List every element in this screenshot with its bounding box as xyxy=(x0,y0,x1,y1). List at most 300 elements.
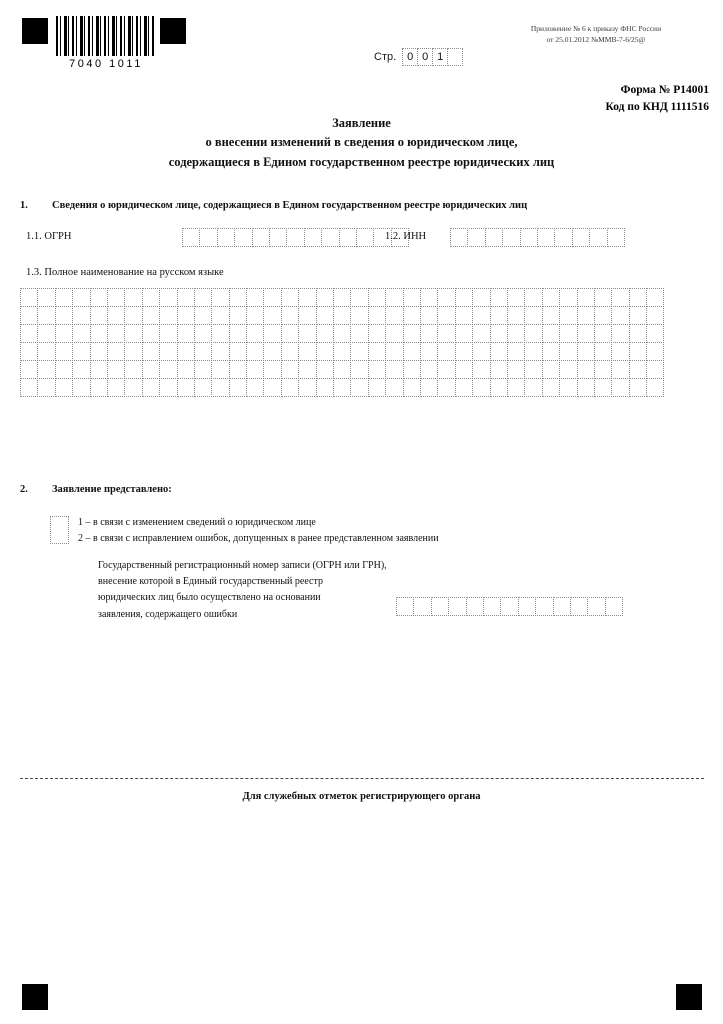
full-name-grid-cell[interactable] xyxy=(611,306,629,325)
full-name-grid-cell[interactable] xyxy=(246,324,264,343)
full-name-grid-cell[interactable] xyxy=(55,360,73,379)
full-name-grid-cell[interactable] xyxy=(368,324,386,343)
full-name-grid-cell[interactable] xyxy=(37,360,55,379)
input-cell[interactable] xyxy=(518,597,536,616)
full-name-grid-cell[interactable] xyxy=(455,378,473,397)
full-name-grid-cell[interactable] xyxy=(403,342,421,361)
full-name-grid-cell[interactable] xyxy=(20,306,38,325)
full-name-grid-cell[interactable] xyxy=(420,288,438,307)
full-name-grid-cell[interactable] xyxy=(316,378,334,397)
input-cell[interactable] xyxy=(589,228,607,247)
full-name-grid-cell[interactable] xyxy=(159,378,177,397)
input-cell[interactable] xyxy=(321,228,339,247)
full-name-grid-cell[interactable] xyxy=(629,288,647,307)
knd-code: Код по КНД 1111516 xyxy=(605,100,709,113)
official-section-title: Для служебных отметок регистрирующего органа xyxy=(242,791,481,802)
full-name-grid-cell[interactable] xyxy=(611,378,629,397)
barcode-digits: 7040 1011 xyxy=(69,58,143,70)
full-name-grid-cell[interactable] xyxy=(559,342,577,361)
full-name-grid-cell[interactable] xyxy=(577,324,595,343)
section-2-heading xyxy=(20,484,172,495)
full-name-grid-cell[interactable] xyxy=(437,360,455,379)
full-name-grid-cell[interactable] xyxy=(490,306,508,325)
input-cell[interactable] xyxy=(431,597,449,616)
full-name-grid-cell[interactable] xyxy=(455,342,473,361)
full-name-grid-cell[interactable] xyxy=(385,342,403,361)
full-name-grid-cell[interactable] xyxy=(55,306,73,325)
full-name-grid-cell[interactable] xyxy=(507,288,525,307)
full-name-grid-cell[interactable] xyxy=(298,324,316,343)
full-name-grid-cell[interactable] xyxy=(646,324,664,343)
full-name-grid-cell[interactable] xyxy=(594,288,612,307)
input-cell[interactable] xyxy=(587,597,605,616)
full-name-grid-cell[interactable] xyxy=(455,360,473,379)
full-name-grid-cell[interactable] xyxy=(333,342,351,361)
full-name-grid-cell[interactable] xyxy=(577,342,595,361)
full-name-grid-cell[interactable] xyxy=(350,342,368,361)
full-name-grid-cell[interactable] xyxy=(507,342,525,361)
full-name-grid-cell[interactable] xyxy=(420,306,438,325)
input-cell[interactable] xyxy=(535,597,553,616)
input-cell[interactable] xyxy=(502,228,520,247)
full-name-grid-cell[interactable] xyxy=(594,378,612,397)
input-cell[interactable]: 0 xyxy=(402,48,418,66)
full-name-grid-cell[interactable] xyxy=(594,342,612,361)
full-name-grid-cell[interactable] xyxy=(524,306,542,325)
full-name-grid-cell[interactable] xyxy=(124,378,142,397)
full-name-grid-row[interactable] xyxy=(20,288,664,307)
full-name-grid-cell[interactable] xyxy=(385,360,403,379)
full-name-grid-cell[interactable] xyxy=(37,306,55,325)
input-cell[interactable] xyxy=(286,228,304,247)
full-name-grid-cell[interactable] xyxy=(90,324,108,343)
full-name-grid-cell[interactable] xyxy=(559,324,577,343)
full-name-grid-cell[interactable] xyxy=(646,378,664,397)
full-name-grid-cell[interactable] xyxy=(142,342,160,361)
full-name-grid-cell[interactable] xyxy=(385,306,403,325)
input-cell[interactable]: 1 xyxy=(432,48,448,66)
full-name-grid-cell[interactable] xyxy=(368,342,386,361)
full-name-grid-cell[interactable] xyxy=(420,378,438,397)
inn-input[interactable] xyxy=(450,228,625,247)
full-name-grid-cell[interactable] xyxy=(524,324,542,343)
full-name-grid-cell[interactable] xyxy=(420,342,438,361)
full-name-grid-cell[interactable] xyxy=(420,324,438,343)
title-line1: Заявление xyxy=(332,116,391,130)
full-name-grid-cell[interactable] xyxy=(333,360,351,379)
input-cell[interactable] xyxy=(500,597,518,616)
full-name-grid-cell[interactable] xyxy=(403,288,421,307)
full-name-grid-cell[interactable] xyxy=(490,324,508,343)
full-name-grid-cell[interactable] xyxy=(368,306,386,325)
section-2-title: Заявление представлено: xyxy=(52,484,172,495)
full-name-grid-cell[interactable] xyxy=(646,360,664,379)
full-name-grid-cell[interactable] xyxy=(368,378,386,397)
full-name-grid-cell[interactable] xyxy=(194,342,212,361)
full-name-grid-cell[interactable] xyxy=(211,288,229,307)
full-name-grid-cell[interactable] xyxy=(559,306,577,325)
full-name-grid-cell[interactable] xyxy=(455,288,473,307)
full-name-grid-cell[interactable] xyxy=(333,324,351,343)
full-name-grid-row[interactable] xyxy=(20,342,664,361)
full-name-grid-cell[interactable] xyxy=(281,360,299,379)
full-name-grid-cell[interactable] xyxy=(542,324,560,343)
submission-reason-checkbox[interactable] xyxy=(50,516,69,544)
full-name-grid-row[interactable] xyxy=(20,306,664,325)
full-name-grid-cell[interactable] xyxy=(350,306,368,325)
full-name-grid-cell[interactable] xyxy=(594,360,612,379)
full-name-grid-cell[interactable] xyxy=(246,360,264,379)
full-name-input-grid[interactable] xyxy=(20,288,664,397)
full-name-grid-cell[interactable] xyxy=(524,342,542,361)
full-name-grid-cell[interactable] xyxy=(611,324,629,343)
input-cell[interactable] xyxy=(234,228,252,247)
full-name-grid-row[interactable] xyxy=(20,378,664,397)
alignment-marker-bottom-right xyxy=(676,984,702,1010)
full-name-grid-cell[interactable] xyxy=(542,378,560,397)
official-section-divider xyxy=(20,778,704,779)
form-code-block xyxy=(605,82,709,115)
full-name-grid-cell[interactable] xyxy=(37,324,55,343)
full-name-grid-cell[interactable] xyxy=(229,324,247,343)
input-cell[interactable] xyxy=(447,48,463,66)
full-name-grid-cell[interactable] xyxy=(316,288,334,307)
submission-option-1[interactable]: 1 – в связи с изменением сведений о юридическом лице xyxy=(78,517,316,528)
full-name-grid-cell[interactable] xyxy=(177,360,195,379)
full-name-grid-cell[interactable] xyxy=(107,324,125,343)
full-name-grid-cell[interactable] xyxy=(455,306,473,325)
full-name-grid-cell[interactable] xyxy=(55,342,73,361)
full-name-grid-cell[interactable] xyxy=(281,342,299,361)
input-cell[interactable] xyxy=(356,228,374,247)
full-name-grid-cell[interactable] xyxy=(507,378,525,397)
full-name-grid-cell[interactable] xyxy=(629,378,647,397)
full-name-grid-cell[interactable] xyxy=(611,342,629,361)
full-name-grid-cell[interactable] xyxy=(559,288,577,307)
input-cell[interactable] xyxy=(572,228,590,247)
full-name-grid-cell[interactable] xyxy=(524,378,542,397)
input-cell[interactable] xyxy=(605,597,623,616)
input-cell[interactable] xyxy=(483,597,501,616)
input-cell[interactable] xyxy=(467,228,485,247)
full-name-grid-cell[interactable] xyxy=(211,378,229,397)
full-name-grid-cell[interactable] xyxy=(142,360,160,379)
grn-description xyxy=(98,558,398,623)
full-name-grid-cell[interactable] xyxy=(472,342,490,361)
full-name-grid-cell[interactable] xyxy=(177,378,195,397)
full-name-grid-cell[interactable] xyxy=(124,324,142,343)
full-name-grid-cell[interactable] xyxy=(281,288,299,307)
full-name-grid-cell[interactable] xyxy=(124,306,142,325)
full-name-grid-cell[interactable] xyxy=(177,288,195,307)
full-name-grid-cell[interactable] xyxy=(298,378,316,397)
full-name-grid-cell[interactable] xyxy=(72,324,90,343)
full-name-grid-cell[interactable] xyxy=(107,378,125,397)
full-name-grid-cell[interactable] xyxy=(455,324,473,343)
full-name-grid-cell[interactable] xyxy=(72,306,90,325)
full-name-grid-cell[interactable] xyxy=(107,306,125,325)
full-name-grid-cell[interactable] xyxy=(194,324,212,343)
full-name-grid-cell[interactable] xyxy=(298,342,316,361)
full-name-grid-cell[interactable] xyxy=(611,288,629,307)
full-name-grid-cell[interactable] xyxy=(37,378,55,397)
input-cell[interactable] xyxy=(450,228,468,247)
input-cell[interactable] xyxy=(520,228,538,247)
full-name-grid-cell[interactable] xyxy=(20,324,38,343)
full-name-grid-cell[interactable] xyxy=(542,360,560,379)
input-cell[interactable] xyxy=(570,597,588,616)
full-name-grid-cell[interactable] xyxy=(403,324,421,343)
full-name-grid-cell[interactable] xyxy=(403,360,421,379)
full-name-grid-cell[interactable] xyxy=(490,288,508,307)
full-name-grid-cell[interactable] xyxy=(229,306,247,325)
full-name-grid-cell[interactable] xyxy=(629,306,647,325)
full-name-grid-cell[interactable] xyxy=(333,378,351,397)
input-cell[interactable] xyxy=(466,597,484,616)
full-name-grid-cell[interactable] xyxy=(263,306,281,325)
appendix-note-line2: от 25.01.2012 №ММВ-7-6/25@ xyxy=(546,34,646,44)
full-name-grid-cell[interactable] xyxy=(611,360,629,379)
full-name-grid-cell[interactable] xyxy=(263,360,281,379)
full-name-grid-cell[interactable] xyxy=(472,324,490,343)
alignment-marker-top-left xyxy=(22,18,48,44)
full-name-grid-cell[interactable] xyxy=(142,378,160,397)
full-name-grid-cell[interactable] xyxy=(90,288,108,307)
full-name-grid-cell[interactable] xyxy=(385,288,403,307)
full-name-grid-cell[interactable] xyxy=(559,378,577,397)
full-name-grid-cell[interactable] xyxy=(350,324,368,343)
full-name-grid-cell[interactable] xyxy=(159,360,177,379)
full-name-grid-cell[interactable] xyxy=(350,360,368,379)
full-name-grid-cell[interactable] xyxy=(629,342,647,361)
full-name-grid-cell[interactable] xyxy=(629,360,647,379)
full-name-grid-cell[interactable] xyxy=(20,360,38,379)
submission-option-2[interactable]: 2 – в связи с исправлением ошибок, допущенных в ранее представленном заявлении xyxy=(78,533,439,545)
full-name-grid-cell[interactable] xyxy=(37,288,55,307)
alignment-marker-top-right xyxy=(160,18,186,44)
full-name-grid-cell[interactable] xyxy=(107,360,125,379)
full-name-grid-cell[interactable] xyxy=(507,306,525,325)
full-name-grid-cell[interactable] xyxy=(55,288,73,307)
full-name-grid-cell[interactable] xyxy=(281,378,299,397)
full-name-grid-cell[interactable] xyxy=(559,360,577,379)
ogrn-input[interactable] xyxy=(182,228,409,247)
full-name-grid-cell[interactable] xyxy=(211,306,229,325)
grn-input[interactable] xyxy=(396,597,623,616)
full-name-grid-cell[interactable] xyxy=(55,324,73,343)
full-name-grid-cell[interactable] xyxy=(316,360,334,379)
full-name-grid-cell[interactable] xyxy=(124,288,142,307)
full-name-grid-cell[interactable] xyxy=(246,288,264,307)
full-name-grid-cell[interactable] xyxy=(333,306,351,325)
full-name-grid-cell[interactable] xyxy=(385,378,403,397)
input-cell[interactable] xyxy=(485,228,503,247)
full-name-grid-cell[interactable] xyxy=(90,378,108,397)
full-name-grid-cell[interactable] xyxy=(646,342,664,361)
full-name-grid-cell[interactable] xyxy=(472,360,490,379)
section-1-heading xyxy=(20,200,527,211)
full-name-grid-cell[interactable] xyxy=(490,360,508,379)
input-cell[interactable] xyxy=(269,228,287,247)
full-name-grid-cell[interactable] xyxy=(194,360,212,379)
full-name-grid-cell[interactable] xyxy=(577,360,595,379)
full-name-grid-row[interactable] xyxy=(20,360,664,379)
full-name-grid-cell[interactable] xyxy=(298,306,316,325)
full-name-grid-cell[interactable] xyxy=(437,306,455,325)
full-name-grid-cell[interactable] xyxy=(490,378,508,397)
full-name-grid-cell[interactable] xyxy=(229,360,247,379)
full-name-grid-cell[interactable] xyxy=(350,288,368,307)
full-name-grid-cell[interactable] xyxy=(246,306,264,325)
full-name-grid-cell[interactable] xyxy=(246,342,264,361)
full-name-grid-cell[interactable] xyxy=(263,342,281,361)
input-cell[interactable] xyxy=(607,228,625,247)
grn-description-line2: внесение которой в Единый государственный реестр xyxy=(98,576,323,588)
section-2-number: 2. xyxy=(20,484,28,495)
full-name-grid-cell[interactable] xyxy=(472,306,490,325)
full-name-grid-cell[interactable] xyxy=(90,342,108,361)
input-cell[interactable] xyxy=(217,228,235,247)
full-name-grid-cell[interactable] xyxy=(542,306,560,325)
input-cell[interactable] xyxy=(537,228,555,247)
full-name-grid-cell[interactable] xyxy=(142,306,160,325)
full-name-grid-cell[interactable] xyxy=(90,360,108,379)
full-name-grid-cell[interactable] xyxy=(594,324,612,343)
full-name-grid-cell[interactable] xyxy=(368,288,386,307)
page-number-label: Стр. xyxy=(374,51,397,63)
barcode xyxy=(56,16,156,70)
form-number: Форма № Р14001 xyxy=(620,84,709,96)
full-name-grid-cell[interactable] xyxy=(263,324,281,343)
full-name-grid-cell[interactable] xyxy=(298,288,316,307)
full-name-grid-cell[interactable] xyxy=(211,360,229,379)
full-name-grid-cell[interactable] xyxy=(316,324,334,343)
full-name-grid-cell[interactable] xyxy=(403,306,421,325)
input-cell[interactable] xyxy=(396,597,414,616)
full-name-grid-cell[interactable] xyxy=(72,360,90,379)
page-number-cells[interactable] xyxy=(402,48,463,66)
full-name-grid-cell[interactable] xyxy=(316,306,334,325)
full-name-grid-cell[interactable] xyxy=(437,288,455,307)
full-name-grid-cell[interactable] xyxy=(194,288,212,307)
full-name-grid-cell[interactable] xyxy=(437,378,455,397)
input-cell[interactable] xyxy=(448,597,466,616)
full-name-grid-cell[interactable] xyxy=(542,288,560,307)
full-name-grid-cell[interactable] xyxy=(107,288,125,307)
full-name-grid-cell[interactable] xyxy=(437,324,455,343)
full-name-grid-cell[interactable] xyxy=(159,324,177,343)
full-name-grid-cell[interactable] xyxy=(211,324,229,343)
full-name-grid-cell[interactable] xyxy=(177,342,195,361)
full-name-grid-cell[interactable] xyxy=(281,306,299,325)
full-name-grid-cell[interactable] xyxy=(142,288,160,307)
full-name-grid-cell[interactable] xyxy=(263,288,281,307)
full-name-grid-cell[interactable] xyxy=(281,324,299,343)
full-name-grid-cell[interactable] xyxy=(142,324,160,343)
full-name-grid-cell[interactable] xyxy=(72,378,90,397)
input-cell[interactable] xyxy=(554,228,572,247)
grn-description-line4: заявления, содержащего ошибки xyxy=(98,608,238,620)
full-name-grid-cell[interactable] xyxy=(229,378,247,397)
full-name-grid-cell[interactable] xyxy=(490,342,508,361)
full-name-grid-cell[interactable] xyxy=(333,288,351,307)
full-name-grid-cell[interactable] xyxy=(437,342,455,361)
submission-reason-options xyxy=(78,515,439,547)
full-name-grid-row[interactable] xyxy=(20,324,664,343)
full-name-grid-cell[interactable] xyxy=(37,342,55,361)
full-name-grid-cell[interactable] xyxy=(159,288,177,307)
full-name-grid-cell[interactable] xyxy=(577,378,595,397)
full-name-grid-cell[interactable] xyxy=(403,378,421,397)
full-name-grid-cell[interactable] xyxy=(55,378,73,397)
full-name-grid-cell[interactable] xyxy=(629,324,647,343)
inn-label: 1.2. ИНН xyxy=(385,231,427,242)
full-name-label: 1.3. Полное наименование на русском языке xyxy=(26,267,224,278)
full-name-grid-cell[interactable] xyxy=(420,360,438,379)
full-name-grid-cell[interactable] xyxy=(542,342,560,361)
input-cell[interactable] xyxy=(553,597,571,616)
full-name-grid-cell[interactable] xyxy=(107,342,125,361)
full-name-grid-cell[interactable] xyxy=(20,342,38,361)
full-name-grid-cell[interactable] xyxy=(524,360,542,379)
full-name-grid-cell[interactable] xyxy=(646,306,664,325)
full-name-grid-cell[interactable] xyxy=(298,360,316,379)
input-cell[interactable] xyxy=(339,228,357,247)
full-name-grid-cell[interactable] xyxy=(194,306,212,325)
full-name-grid-cell[interactable] xyxy=(177,324,195,343)
input-cell[interactable]: 0 xyxy=(417,48,433,66)
full-name-grid-cell[interactable] xyxy=(229,342,247,361)
full-name-grid-cell[interactable] xyxy=(159,342,177,361)
input-cell[interactable] xyxy=(304,228,322,247)
full-name-grid-cell[interactable] xyxy=(507,360,525,379)
full-name-grid-cell[interactable] xyxy=(646,288,664,307)
section-1-title: Сведения о юридическом лице, содержащиеся в Едином государственном реестре юридических лиц xyxy=(52,200,528,211)
full-name-grid-cell[interactable] xyxy=(368,360,386,379)
full-name-grid-cell[interactable] xyxy=(72,342,90,361)
full-name-grid-cell[interactable] xyxy=(211,342,229,361)
full-name-grid-cell[interactable] xyxy=(20,288,38,307)
full-name-grid-cell[interactable] xyxy=(472,378,490,397)
input-cell[interactable] xyxy=(199,228,217,247)
full-name-grid-cell[interactable] xyxy=(177,306,195,325)
full-name-grid-cell[interactable] xyxy=(385,324,403,343)
title-line3: содержащиеся в Едином государственном реестре юридических лиц xyxy=(168,154,555,169)
full-name-grid-cell[interactable] xyxy=(90,306,108,325)
full-name-grid-cell[interactable] xyxy=(577,288,595,307)
input-cell[interactable] xyxy=(413,597,431,616)
input-cell[interactable] xyxy=(252,228,270,247)
full-name-grid-cell[interactable] xyxy=(124,360,142,379)
full-name-grid-cell[interactable] xyxy=(72,288,90,307)
full-name-grid-cell[interactable] xyxy=(594,306,612,325)
full-name-grid-cell[interactable] xyxy=(350,378,368,397)
full-name-grid-cell[interactable] xyxy=(124,342,142,361)
full-name-grid-cell[interactable] xyxy=(194,378,212,397)
section-1-number: 1. xyxy=(20,200,28,211)
full-name-grid-cell[interactable] xyxy=(246,378,264,397)
full-name-grid-cell[interactable] xyxy=(229,288,247,307)
full-name-grid-cell[interactable] xyxy=(263,378,281,397)
full-name-grid-cell[interactable] xyxy=(472,288,490,307)
input-cell[interactable] xyxy=(182,228,200,247)
full-name-grid-cell[interactable] xyxy=(507,324,525,343)
full-name-grid-cell[interactable] xyxy=(159,306,177,325)
full-name-grid-cell[interactable] xyxy=(316,342,334,361)
full-name-grid-cell[interactable] xyxy=(577,306,595,325)
full-name-grid-cell[interactable] xyxy=(524,288,542,307)
full-name-grid-cell[interactable] xyxy=(20,378,38,397)
